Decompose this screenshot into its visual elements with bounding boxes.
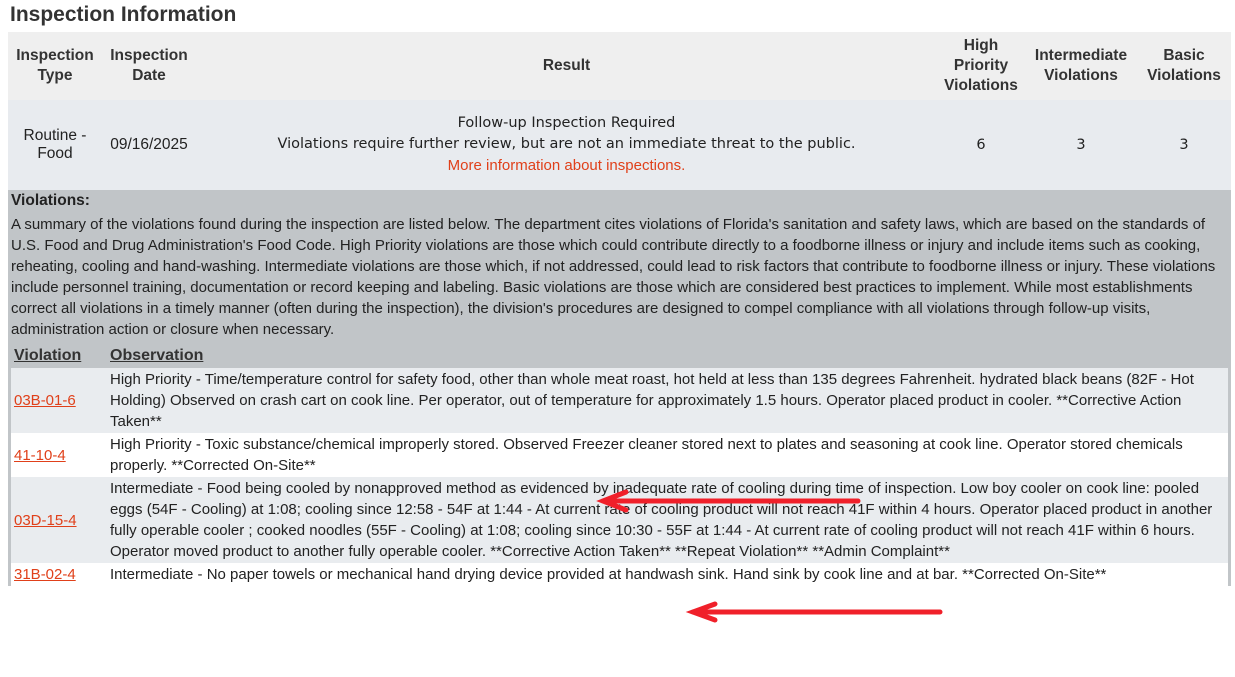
violation-code-link[interactable]: 41-10-4	[14, 446, 66, 464]
inspection-type: Routine - Food	[23, 127, 87, 162]
violation-code-link[interactable]: 03B-01-6	[14, 392, 76, 409]
col-observation: Observation	[110, 347, 204, 364]
violation-row	[11, 477, 1228, 563]
result-title: Follow-up Inspection Required	[457, 115, 676, 131]
result-cell	[196, 100, 937, 190]
col-date: Inspection Date	[110, 47, 188, 84]
arrow-icon	[690, 602, 942, 622]
col-violation: Violation	[14, 347, 82, 364]
inspection-table	[8, 32, 1231, 586]
violation-observation: High Priority - Toxic substance/chemical improperly stored. Observed Freezer cleaner stored next to plates and seasoning at cook line. Operator stored chemicals properly. **Corrected On-Site**	[110, 436, 1183, 474]
page-title: Inspection Information	[10, 3, 237, 26]
more-info-link[interactable]: More information about inspections.	[447, 157, 686, 174]
high-count: 6	[976, 136, 986, 153]
violation-row	[11, 433, 1228, 477]
inspection-date: 09/16/2025	[110, 136, 188, 153]
intermediate-count: 3	[1076, 136, 1086, 153]
violation-observation: High Priority - Time/temperature control for safety food, other than whole meat roast, hot held at less than 135 degrees Fahrenheit. hydrated black beans (82F - Hot Holding) Observed on crash cart on cook line. Per operator, out of temperature for approximately 1.5 hours. Operator placed product in cooler. **Corrective Action Taken**	[110, 371, 1194, 430]
col-basic: Basic Violations	[1147, 47, 1221, 84]
violations-row	[8, 190, 1231, 586]
basic-count: 3	[1179, 136, 1189, 153]
result-desc: Violations require further review, but are not an immediate threat to the public.	[277, 136, 856, 152]
col-type: Inspection Type	[16, 47, 94, 84]
violation-code-link[interactable]: 03D-15-4	[14, 511, 77, 529]
col-high: High Priority Violations	[944, 37, 1018, 94]
header-row	[8, 32, 1231, 100]
violations-summary: A summary of the violations found during the inspection are listed below. The department cites violations of Florida's sanitation and safety laws, which are based on the standards of U.S. Food and Drug Administration's Food Code. High Priority violations are those which could contribute directly to a foodborne illness or injury and include items such as cooking, reheating, cooling and hand-washing. Intermediate violations are those which, if not addressed, could lead to risk factors that contribute to foodborne illness or injury. These violations include personnel training, documentation or record keeping and labeling. Basic violations are those which are considered best practices to implement. While most establishments correct all violations in a timely manner (often during the inspection), the division's procedures are designed to compel compliance with all violations through follow-up visits, administration action or closure when necessary.	[11, 216, 1216, 338]
violation-code-link[interactable]: 31B-02-4	[14, 566, 76, 583]
violations-table	[11, 344, 1228, 586]
violations-heading: Violations:	[11, 192, 90, 209]
violation-row	[11, 368, 1228, 433]
inspection-row	[8, 100, 1231, 190]
violation-row	[11, 563, 1228, 586]
col-intermediate: Intermediate Violations	[1034, 47, 1128, 84]
violation-observation: Intermediate - Food being cooled by nonapproved method as evidenced by inadequate rate of cooling during time of inspection. Low boy cooler on cook line: pooled eggs (54F - Cooling) at 1:08; cooling since 12:58 - 54F at 1:44 - At current rate of cooling product will not reach 41F within 4 hours. Operator placed product in another fully operable cooler ; cooked noodles (55F - Cooling) at 1:08; cooling since 10:30 - 55F at 1:44 - At current rate of cooling product will not reach 41F within 6 hours. Operator moved product to another fully operable cooler. **Corrective Action Taken** **Repeat Violation** **Admin Complaint**	[110, 480, 1213, 560]
violation-observation: Intermediate - No paper towels or mechanical hand drying device provided at handwash sink. Hand sink by cook line and at bar. **Corrected On-Site**	[110, 566, 1107, 583]
col-result: Result	[542, 57, 591, 74]
